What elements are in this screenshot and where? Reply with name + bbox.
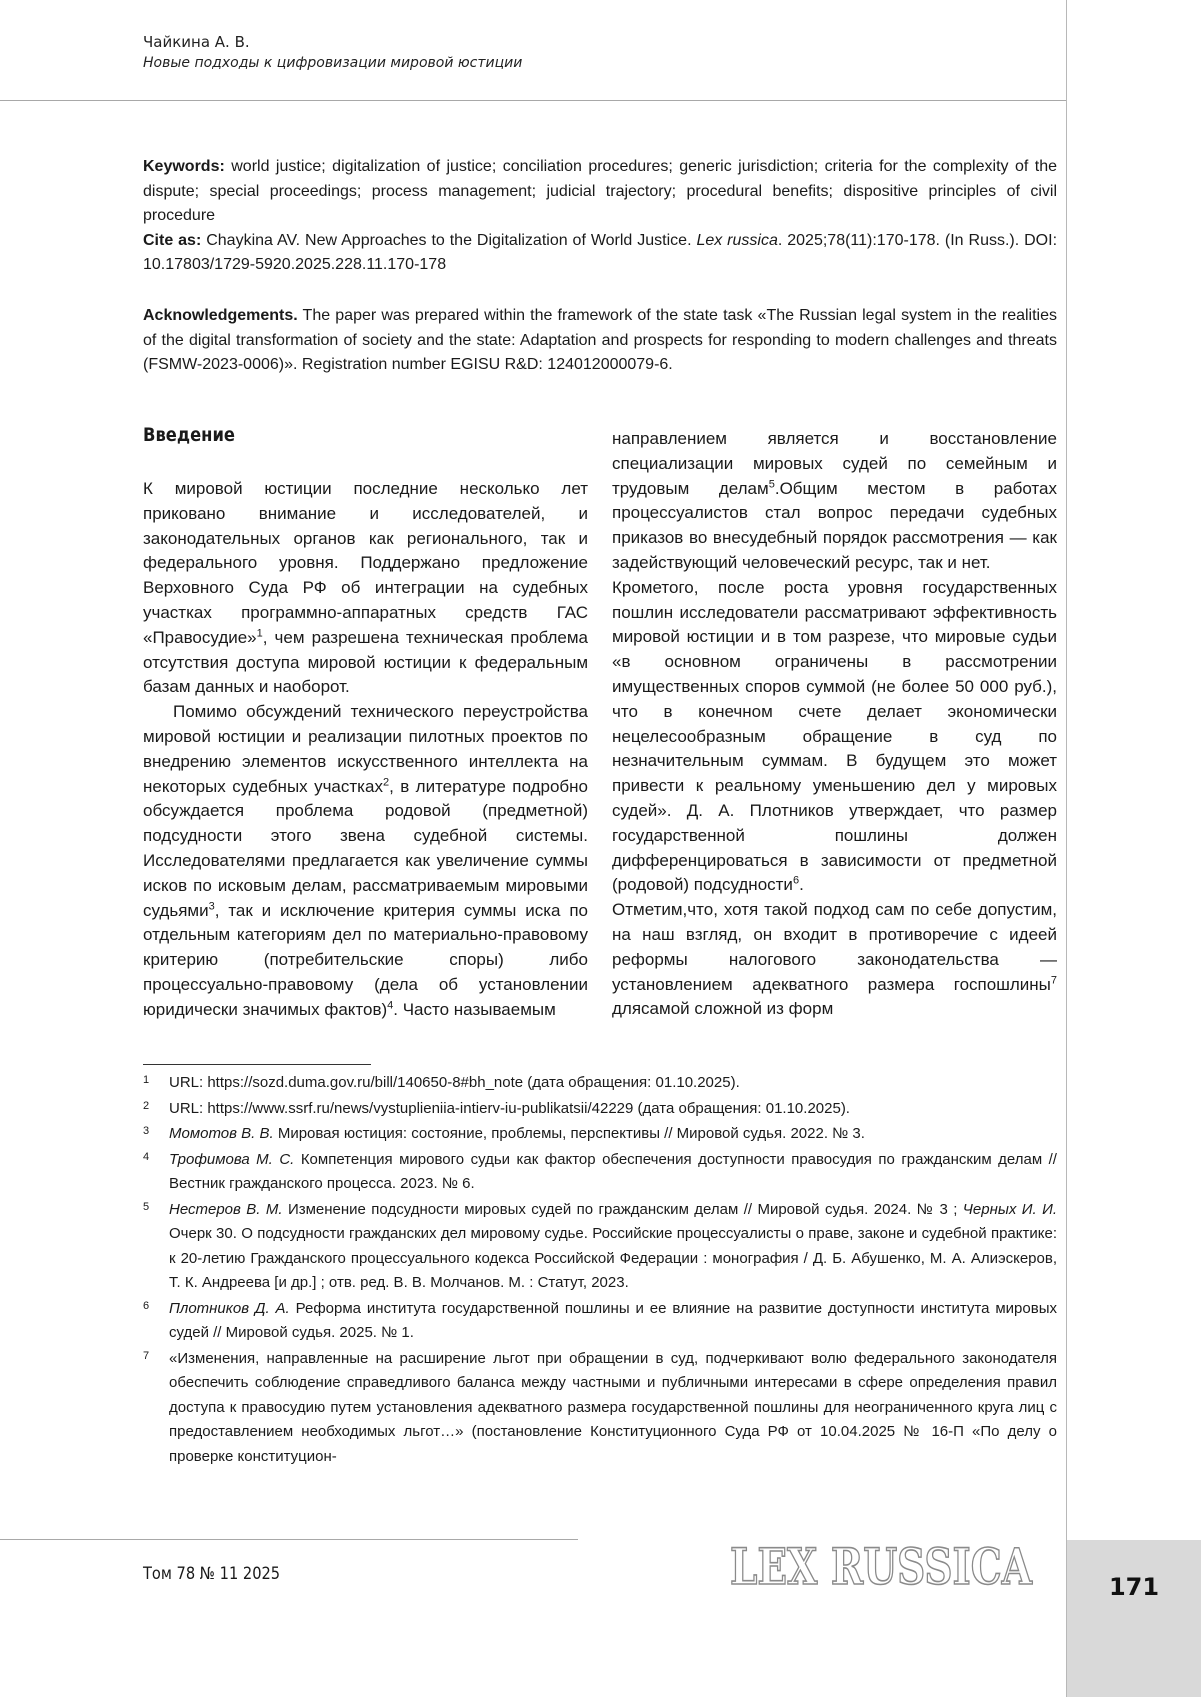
paragraph-1-text-tail: , чем разрешена техническая проблема отсутствия доступа мировой юстиции к федеральным базам данных и наоборот. (143, 627, 588, 697)
cite-paragraph (143, 229, 1057, 278)
footnote-5 (143, 1198, 1057, 1296)
footnote-author: Плотников Д. А. (169, 1299, 290, 1317)
running-header (143, 33, 522, 71)
footnote-7 (143, 1347, 1057, 1470)
footnote-number: 3 (143, 1125, 150, 1137)
paragraph-2-text-b: , в литературе подробно обсуждается проблема родовой (предметной) подсудности этого звена судебной системы. Исследователями предлагается как увеличение суммы исков по исковым делам, рассматриваемым мировыми судьями (143, 776, 588, 920)
paragraph-4-text-cont: что, хотя такой подход сам по себе допустим, на наш взгляд, он входит в противоречие с идеей реформы налогового законодательства — установлением адекватного размера госпошлины (612, 900, 1057, 994)
footnote-author: Нестеров В. М. (169, 1200, 283, 1218)
paragraph-3-text-tail: . (799, 875, 804, 895)
footnote-text (169, 1071, 1057, 1096)
acknowledgements-block (143, 304, 1057, 378)
section-title: Введение (143, 424, 235, 446)
paragraph-2-text: Помимо обсуждений технического переустройства мировой юстиции и реализации пилотных проектов по внедрению элементов искусственного интеллекта на некоторых судебных участках (143, 702, 588, 796)
footnote-body: Реформа института государственной пошлины и ее влияние на развитие доступности института мировых судей // Мировой судья. 2025. № 1. (169, 1299, 1057, 1341)
footnote-ref-3[interactable]: 3 (208, 899, 215, 912)
footnote-number: 6 (143, 1299, 150, 1312)
footnote-author: Трофимова М. С. (169, 1150, 295, 1168)
header-divider (0, 100, 1066, 101)
footnote-ref-2[interactable]: 2 (382, 775, 390, 788)
footnote-body: URL: https://www.ssrf.ru/news/vystuplieniia-intierv-iu-publikatsii/42229 (дата обращения: 01.10.2025). (169, 1099, 850, 1117)
paragraph-3-text: Кроме (612, 577, 662, 597)
footnote-number: 2 (143, 1099, 150, 1112)
journal-logo-text: LEX RUSSICA (730, 1537, 1033, 1596)
footnote-ref-5[interactable]: 5 (768, 477, 775, 490)
footnote-body: Изменение подсудности мировых судей по гражданским делам // Мировой судья. 2024. № 3 ; (282, 1200, 963, 1218)
keywords-block (143, 155, 1057, 278)
footnote-number: 4 (143, 1150, 150, 1163)
footnote-3 (143, 1122, 1057, 1147)
footnote-body: «Изменения, направленные на расширение льгот при обращении в суд, подчеркивают волю федерального законодателя обеспечить соблюдение справедливого баланса между частными и публичными интересами в сфере определения правил доступа к правосудию путем установления адекватного размера государственной пошлины для неограниченного круга лиц с предоставлением необходимых льгот…» (постановление Конституционного Суда РФ от 10.04.2025 № 16-П «По делу о проверке конституцион- (169, 1349, 1057, 1465)
journal-logo (726, 1538, 1046, 1599)
journal-logo-graphic (726, 1538, 1046, 1594)
cite-label: Cite as: (143, 231, 202, 249)
footnote-author-2: Черных И. И. (962, 1200, 1058, 1218)
footnote-text (169, 1122, 1057, 1147)
footnote-text (169, 1347, 1057, 1470)
paragraph-2-text-c: , так и исключение критерия суммы иска по отдельным категориям дел по материально-правовому критерию (потребительские споры) либо процессуально-правовому (дела об установлении юридически значимых фактов) (143, 900, 588, 1019)
paragraph-4-text-tail-cont: самой сложной из форм (641, 999, 834, 1019)
footnote-number: 5 (143, 1200, 150, 1213)
keywords-paragraph (143, 155, 1057, 229)
footnote-text (169, 1148, 1057, 1197)
footnote-body: Компетенция мирового судьи как фактор обеспечения доступности правосудия по гражданским делам // Вестник гражданского процесса. 2023. № 6. (169, 1150, 1057, 1192)
paragraph-2-text-e-cont: Общим местом в работах процессуалистов стал вопрос передачи судебных приказов во внесудебный порядок рассмотрения — как задействующий человеческий ресурс, так и нет. (612, 478, 1057, 572)
footnote-6 (143, 1297, 1057, 1346)
footnote-body: Мировая юстиция: состояние, проблемы, перспективы // Мировой судья. 2022. № 3. (273, 1125, 865, 1142)
footnote-4 (143, 1148, 1057, 1197)
cite-text: Chaykina AV. New Approaches to the Digitalization of World Justice. (201, 231, 697, 249)
paragraph-4-text: Отметим, (612, 900, 688, 920)
keywords-label: Keywords: (143, 158, 225, 175)
paragraph-1-text: К мировой юстиции последние несколько лет приковано внимание и исследователей, и законодательных органов как регионального, так и федерального уровня. Поддержано предложение Верховного Суда РФ об интеграции на судебных участках программно-аппаратных средств ГАС «Правосудие» (143, 479, 588, 647)
acknowledgements-text: The paper was prepared within the framework of the state task «The Russian legal system in the realities of the digital transformation of society and the state: Adaptation and prospects for responding to modern challenges and threats (FSMW-2023-0006)». Registration number EGISU R&D: 124012000079-6. (143, 307, 1057, 373)
paragraph-2-text-e: . (774, 478, 780, 498)
paragraph-3-cont (612, 576, 1057, 898)
paragraph-2-cont (612, 427, 1057, 576)
footnote-ref-7[interactable]: 7 (1050, 973, 1057, 986)
cite-journal: Lex russica (696, 231, 778, 249)
keywords-text: world justice; digitalization of justice; conciliation procedures; generic jurisdiction; criteria for the complexity of the dispute; special proceedings; process management; judicial trajectory; procedural benefits; dispositive principles of civil procedure (143, 158, 1057, 224)
volume-label: Том 78 № 11 2025 (143, 1564, 281, 1584)
running-header-title: Новые подходы к цифровизации мировой юстиции (143, 55, 523, 71)
page-number: 171 (1108, 1573, 1160, 1601)
paragraph-2-text-d: . Часто называемым (393, 999, 556, 1019)
footnote-text (169, 1297, 1057, 1346)
cite-text-tail: . 2025;78(11):170-178. (In Russ.). DOI: 10.17803/1729-5920.2025.228.11.170-178 (143, 231, 1058, 273)
paragraph-2 (143, 700, 588, 1022)
footnote-1 (143, 1071, 1057, 1096)
paragraph-2-text-d-cont: направлением является и восстановление специализации мировых судей по семейным и трудовым делам (612, 429, 1057, 498)
body-column-left (143, 477, 588, 1023)
paragraph-1 (143, 477, 588, 700)
footnote-author: Момотов В. В. (169, 1125, 274, 1142)
paragraph-3-text-cont: того, после роста уровня государственных пошлин исследователи рассматривают эффективность мировой юстиции и в том разрезе, что мировые судьи «в основном ограничены в рассмотрении имущественных споров суммой (не более 50 000 руб.), что в конечном счете делает экономически нецелесообразным обращение в суд по незначительным суммам. В будущем это может привести к реальному уменьшению дел у мировых судей». Д. А. Плотников утверждает, что размер государственной пошлины должен дифференцироваться в зависимости от предметной (родовой) подсудности (612, 577, 1057, 895)
footnote-body-2: Очерк 30. О подсудности гражданских дел мировому судье. Российские процессуалисты о праве, законе и судебной практике: к 20-летию Гражданского процессуального кодекса Российской Федерации : монография / Д. Б. Абушенко, М. А. Алиэскеров, Т. К. Андреева [и др.] ; отв. ред. В. В. Молчанов. М. : Статут, 2023. (169, 1225, 1057, 1291)
footnote-divider (143, 1064, 371, 1065)
footnote-text (169, 1097, 1057, 1122)
page-number-tab (1066, 1540, 1201, 1697)
running-header-author: Чайкина А. В. (143, 33, 250, 51)
right-margin-strip (1066, 0, 1201, 1697)
paragraph-4-text-tail: для (612, 999, 642, 1019)
acknowledgements-label: Acknowledgements. (143, 307, 298, 324)
footnote-number: 7 (143, 1349, 150, 1362)
footnotes (143, 1071, 1057, 1470)
body-column-right (612, 427, 1057, 1022)
footnote-number: 1 (143, 1074, 150, 1086)
footnote-2 (143, 1097, 1057, 1122)
footnote-body: URL: https://sozd.duma.gov.ru/bill/140650-8#bh_note (дата обращения: 01.10.2025). (169, 1074, 740, 1091)
footnote-ref-4[interactable]: 4 (387, 999, 394, 1012)
footer-divider (0, 1539, 578, 1540)
footnote-text (169, 1198, 1057, 1296)
paragraph-4-cont (612, 898, 1057, 1022)
footnote-ref-1[interactable]: 1 (256, 627, 263, 640)
footnote-ref-6[interactable]: 6 (792, 874, 800, 887)
